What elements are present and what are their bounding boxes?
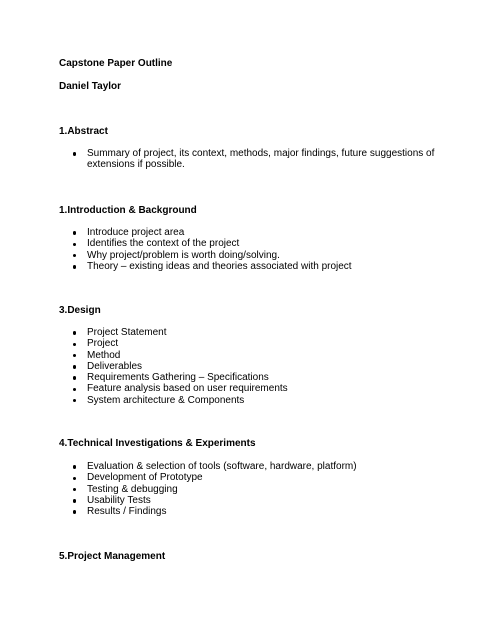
section-heading-project-management: 5.Project Management [59, 551, 166, 562]
technical-investigations-list [59, 461, 439, 517]
bullet-icon [73, 388, 76, 391]
list-item [59, 395, 439, 406]
list-item-text: Requirements Gathering – Specifications [87, 372, 269, 384]
list-item-text: Method [87, 349, 121, 361]
section-heading-abstract: 1.Abstract [59, 126, 108, 137]
list-item-text: Project Statement [87, 327, 167, 338]
list-item [59, 383, 439, 394]
list-item-text: Why project/problem is worth doing/solving. [87, 249, 280, 261]
list-item [59, 495, 439, 506]
list-item [59, 506, 439, 517]
list-item [59, 227, 439, 238]
bullet-icon [73, 399, 76, 402]
bullet-icon [73, 488, 76, 491]
bullet-icon [73, 354, 76, 357]
bullet-icon [73, 152, 76, 155]
list-item-text: Feature analysis based on user requirements [87, 383, 288, 395]
section-heading-design: 3.Design [59, 305, 101, 316]
document-author: Daniel Taylor [59, 81, 122, 92]
list-item-text: Testing & debugging [87, 483, 178, 495]
list-item [59, 250, 439, 261]
bullet-icon [73, 331, 76, 334]
list-item-text: Introduce project area [87, 227, 185, 238]
list-item [59, 350, 439, 361]
list-item-text: Deliverables [87, 360, 143, 372]
bullet-icon [73, 365, 76, 368]
list-item-text: Theory – existing ideas and theories associated with project [87, 260, 352, 272]
list-item [59, 338, 439, 349]
bullet-icon [73, 243, 76, 246]
list-item [59, 461, 439, 472]
bullet-icon [73, 254, 76, 257]
list-item [59, 361, 439, 372]
section-heading-technical-investigations: 4.Technical Investigations & Experiments [59, 438, 256, 449]
design-list [59, 327, 439, 406]
bullet-icon [73, 343, 76, 346]
abstract-list [59, 148, 439, 171]
list-item [59, 484, 439, 495]
bullet-icon [73, 510, 76, 513]
introduction-list [59, 227, 439, 272]
bullet-icon [73, 465, 76, 468]
list-item-text: Project [87, 338, 119, 350]
bullet-icon [73, 376, 76, 379]
list-item [59, 327, 439, 338]
list-item-text: Development of Prototype [87, 472, 203, 484]
bullet-icon [73, 499, 76, 502]
list-item-text: Results / Findings [87, 506, 167, 518]
list-item-text: System architecture & Components [87, 394, 245, 406]
list-item-text: Usability Tests [87, 494, 151, 506]
list-item-text: Summary of project, its context, methods, major findings, future suggestions of extensions if possible. [87, 148, 435, 171]
bullet-icon [73, 231, 76, 234]
document-title: Capstone Paper Outline [59, 58, 173, 69]
list-item [59, 238, 439, 249]
section-heading-introduction: 1.Introduction & Background [59, 205, 197, 216]
list-item [59, 372, 439, 383]
list-item [59, 148, 439, 171]
list-item [59, 261, 439, 272]
bullet-icon [73, 265, 76, 268]
bullet-icon [73, 477, 76, 480]
list-item-text: Evaluation & selection of tools (software, hardware, platform) [87, 461, 357, 472]
list-item-text: Identifies the context of the project [87, 238, 240, 250]
list-item [59, 472, 439, 483]
